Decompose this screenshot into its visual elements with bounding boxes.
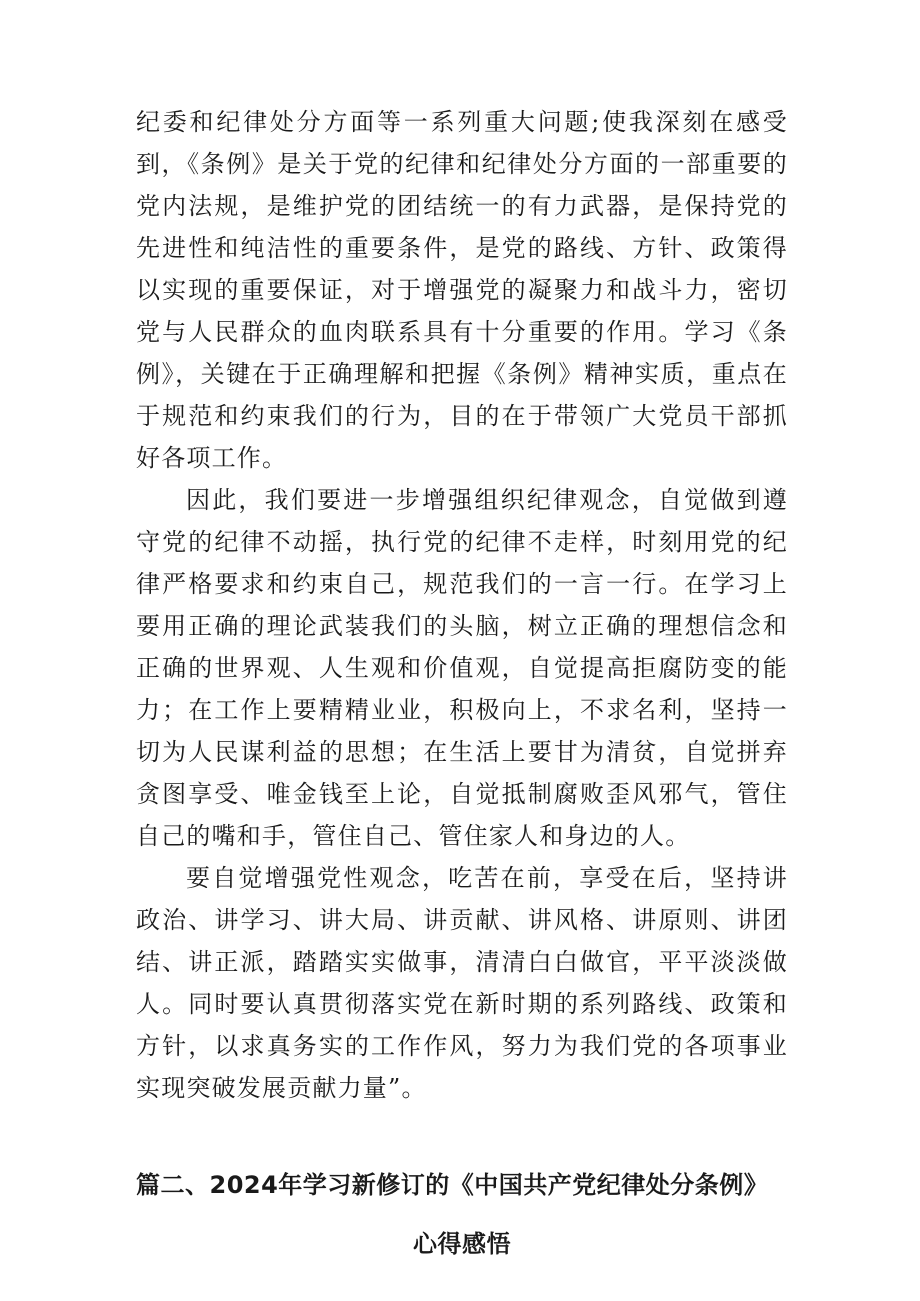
section-heading-subtitle: 心得感悟 xyxy=(413,1230,511,1258)
body-paragraph: 要自觉增强党性观念，吃苦在前，享受在后，坚持讲政治、讲学习、讲大局、讲贡献、讲风格、讲原则、讲团结、讲正派，踏踏实实做事，清清白白做官，平平淡淡做人。同时要认真贯彻落实党在新时期的系列路线、政策和方针，以求真务实的工作作风，努力为我们党的各项事业实现突破发展贡献力量”。 xyxy=(136,864,788,1102)
body-paragraph: 因此，我们要进一步增强组织纪律观念，自觉做到遵守党的纪律不动摇，执行党的纪律不走样，时刻用党的纪律严格要求和约束自己，规范我们的一言一行。在学习上要用正确的理论武装我们的头脑，树立正确的理想信念和正确的世界观、人生观和价值观，自觉提高拒腐防变的能力；在工作上要精精业业，积极向上，不求名利，坚持一切为人民谋利益的思想；在生活上要甘为清贫，自觉拼弃贪图享受、唯金钱至上论，自觉抵制腐败歪风邪气，管住自己的嘴和手，管住自己、管住家人和身边的人。 xyxy=(136,486,788,850)
body-paragraph-continued: 纪委和纪律处分方面等一系列重大问题;使我深刻在感受到，《条例》是关于党的纪律和纪律处分方面的一部重要的党内法规，是维护党的团结统一的有力武器，是保持党的先进性和纯洁性的重要条件，是党的路线、方针、政策得以实现的重要保证，对于增强党的凝聚力和战斗力，密切党与人民群众的血肉联系具有十分重要的作用。学习《条例》，关键在于正确理解和把握《条例》精神实质，重点在于规范和约束我们的行为，目的在于带领广大党员干部抓好各项工作。 xyxy=(136,108,788,472)
section-heading-title: 篇二、2024年学习新修订的《中国共产党纪律处分条例》 xyxy=(136,1171,769,1199)
